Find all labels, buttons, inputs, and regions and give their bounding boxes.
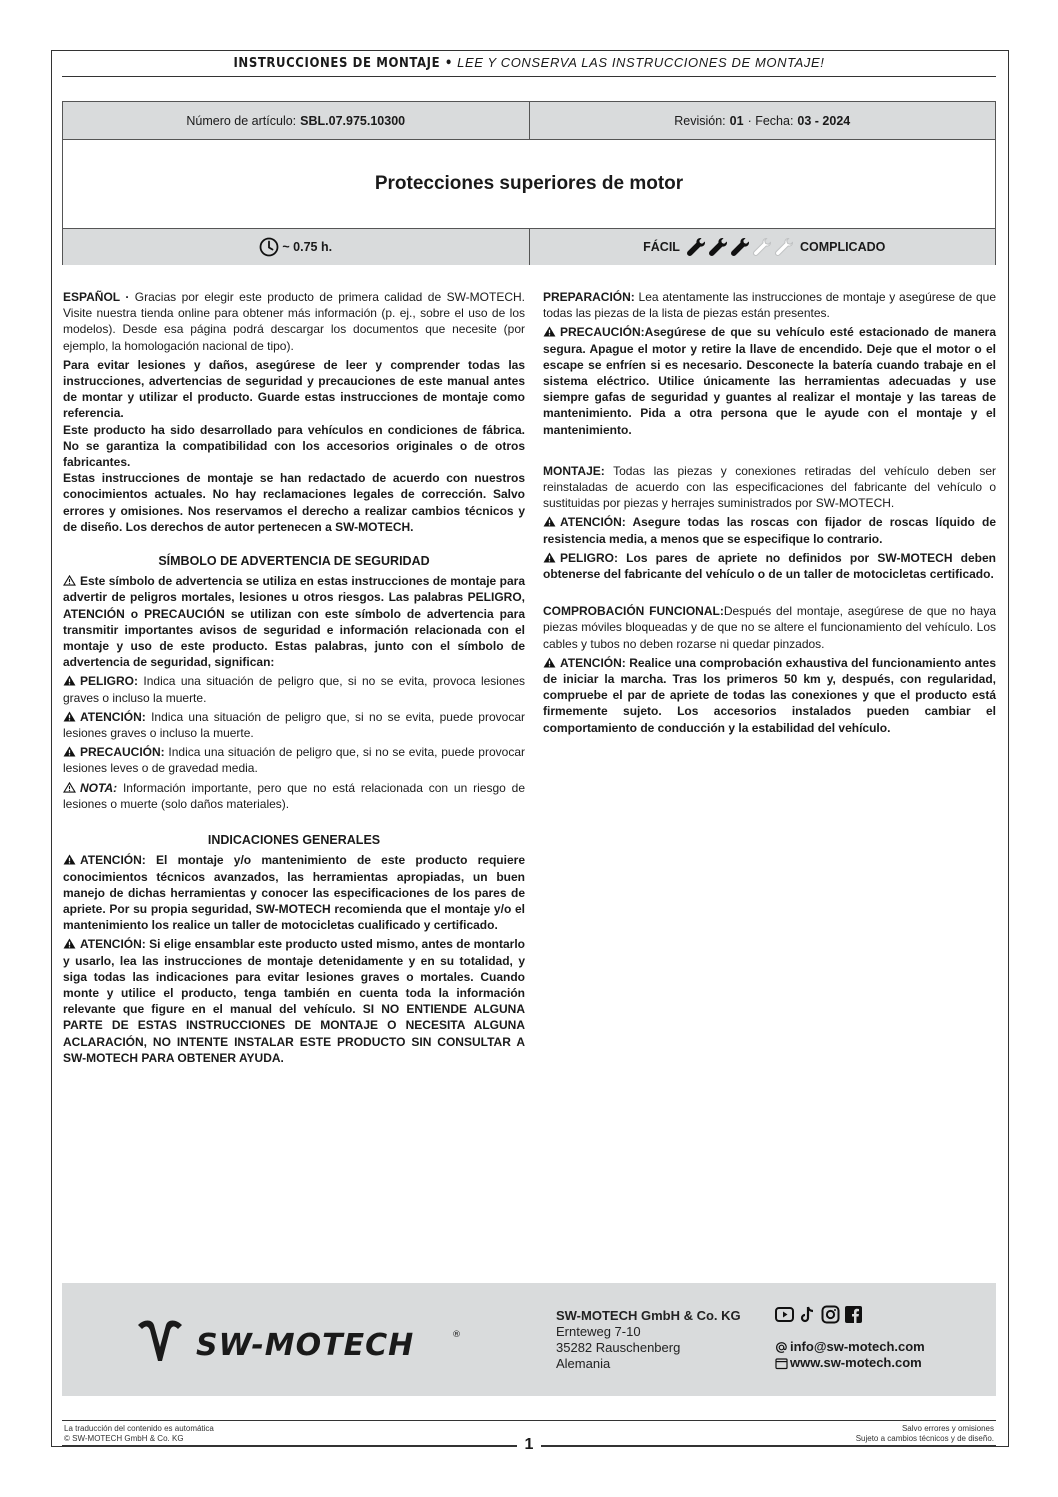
logo-text: SW-MOTECH [196, 1328, 415, 1363]
general-paragraph-2: ATENCIÓN: Si elige ensamblar este producto usted mismo, antes de montarlo y usarlo, lea las instrucciones de montaje detenidamente y en su totalidad, y siga todas las indicaciones para evitar lesiones graves o mortales. Cuando monte y utilice el producto, tenga también en cuenta toda la información relevante que figure en el manual del vehículo. SI NO ENTIENDE ALGUNA PARTE DE ESTAS INSTRUCCIONES DE MONTAJE O NECESITA ALGUNA ACLARACIÓN, NO INTENTE INSTALAR ESTE PRODUCTO SIN CONSULTAR A SW-MOTECH PARA OBTENER AYUDA. [63, 937, 525, 1065]
city: 35282 Rauschenberg [556, 1340, 681, 1355]
warning-icon [63, 746, 76, 757]
warning-icon [63, 711, 76, 722]
youtube-icon[interactable] [775, 1305, 794, 1324]
company-address [556, 1308, 741, 1372]
tiktok-icon[interactable] [798, 1305, 817, 1324]
web-link[interactable]: www.sw-motech.com [790, 1355, 922, 1370]
country: Alemania [556, 1356, 611, 1371]
caution-definition: PRECAUCIÓN: Indica una situación de peligro que, si no se evita, puede provocar lesiones leves o de gravedad media. [63, 745, 525, 776]
svg-text:®: ® [452, 1330, 461, 1340]
header-title-italic: LEE Y CONSERVA LAS INSTRUCCIONES DE MONTAJE! [457, 55, 825, 70]
difficulty-easy-label: FÁCIL [643, 240, 680, 254]
general-section-title: INDICACIONES GENERALES [207, 833, 381, 848]
page-header-title [62, 55, 996, 77]
instagram-icon[interactable] [821, 1305, 840, 1324]
compatibility-paragraph: Este producto ha sido desarrollado para vehículos en condiciones de fábrica. No se garantiza la compatibilidad con los accesorios originales o de otros fabricantes. [63, 422, 525, 470]
date-label: · Fecha: [747, 113, 794, 128]
functional-check-attention: ATENCIÓN: Realice una comprobación exhaustiva del funcionamiento antes de iniciar la marcha. Tras los primeros 50 km y, después, con regularidad, compruebe el par de apriete de todas las conexiones y que el producto está firmemente sujeto. Los accesorios instalados pueden cambiar el comportamiento de conducción y la estabilidad del vehículo. [543, 655, 996, 735]
info-table [62, 101, 996, 265]
email-row[interactable] [775, 1339, 925, 1355]
company-name: SW-MOTECH GmbH & Co. KG [556, 1308, 741, 1323]
general-paragraph-1: ATENCIÓN: El montaje y/o mantenimiento de este producto requiere conocimientos técnicos avanzados, las herramientas apropiadas, un buen manejo de dichas herramientas y conocer las especificaciones de los pares de apriete. Por su propia seguridad, SW-MOTECH recomienda que el montaje y/o el mantenimiento los realice un taller de motocicletas cualificado y certificado. [63, 853, 525, 933]
safety-section-title: SÍMBOLO DE ADVERTENCIA DE SEGURIDAD [158, 554, 430, 569]
difficulty-rating [686, 237, 794, 257]
warning-icon [543, 326, 556, 337]
company-footer [62, 1283, 996, 1396]
wrench-empty-icon [774, 237, 794, 257]
social-links [775, 1305, 863, 1324]
intro-paragraph: ESPAÑOL · Gracias por elegir este producto de primera calidad de SW-MOTECH. Visite nuestra tienda online para obtener más información (p. ej., sobre el uso de los modelos). Desde esa página podrá descargar los documentos que necesite (por ejemplo, la homologación nacional de tipo). [63, 290, 526, 353]
web-row[interactable] [775, 1355, 925, 1371]
disclaimer-paragraph: Estas instrucciones de montaje se han redactado de acuerdo con nuestros conocimientos actuales. No hay reclamaciones legales de corrección. Salvo errores y omisiones. Nos reservamos el derecho a realizar cambios técnicos y de diseño. Los derechos de autor pertenecen a SW-MOTECH. [63, 471, 525, 534]
product-title: Protecciones superiores de motor [374, 173, 684, 194]
note-definition: NOTA: Información importante, pero que no está relacionada con un riesgo de lesiones o muerte (solo daños materiales). [63, 780, 526, 811]
difficulty-cell [529, 229, 996, 265]
difficulty-hard-label: COMPLICADO [799, 240, 886, 254]
page-number: 1 [0, 1436, 1058, 1454]
danger-definition: PELIGRO: Indica una situación de peligro que, si no se evita, provoca lesiones graves o incluso la muerte. [63, 674, 525, 705]
sw-motech-logo [134, 1317, 464, 1365]
left-column [63, 289, 525, 1069]
right-column [543, 289, 996, 739]
article-cell [63, 102, 529, 139]
preparation-paragraph: PREPARACIÓN: Lea atentamente las instrucciones de montaje y asegúrese de que todas las piezas de la lista de piezas están presentes. [543, 290, 996, 321]
functional-check-paragraph: COMPROBACIÓN FUNCIONAL:Después del montaje, asegúrese de que no haya piezas móviles bloqueadas y de que no se altere el funcionamiento del vehículo. Los cables y tubos no deben rozarse ni quedar pinzados. [543, 604, 996, 651]
wrench-filled-icon [730, 237, 750, 257]
read-instructions-paragraph: Para evitar lesiones y daños, asegúrese de leer y comprender todas las instrucciones, advertencias de seguridad y precauciones de este manual antes de montar y utilizar el producto. Guarde estas instrucciones de montaje como referencia. [63, 357, 525, 421]
mounting-attention: ATENCIÓN: Asegure todas las roscas con fijador de roscas líquido de resistencia media, a menos que se especifique lo contrario. [543, 515, 996, 546]
revision-number: 01 [729, 113, 744, 128]
attention-definition: ATENCIÓN: Indica una situación de peligro que, si no se evita, puede provocar lesiones graves o incluso la muerte. [63, 709, 525, 741]
mounting-danger: PELIGRO: Los pares de apriete no definidos por SW-MOTECH deben obtenerse del fabricante del vehículo o de un taller de motocicletas certificado. [543, 550, 996, 582]
facebook-icon[interactable] [844, 1305, 863, 1324]
warning-outline-icon [63, 575, 76, 586]
email-link[interactable]: info@sw-motech.com [790, 1339, 925, 1354]
translation-note: La traducción del contenido es automática © SW-MOTECH GmbH & Co. KG [64, 1424, 214, 1443]
email-icon [775, 1341, 788, 1354]
time-cell [63, 229, 529, 265]
mounting-paragraph: MONTAJE: Todas las piezas y conexiones retiradas del vehículo deben ser reinstaladas de acuerdo con las especificaciones del fabricante del vehículo o sustituidas por piezas y herrajes suministrados por SW-MOTECH. [543, 463, 996, 511]
clock-icon [259, 237, 279, 257]
preparation-caution: PRECAUCIÓN:Asegúrese de que su vehículo esté estacionado de manera segura. Apague el motor y retire la llave de encendido. Deje que el motor o el escape se enfríen si es necesario. Desconecte la batería cuando trabaje en el sistema eléctrico. Utilice únicamente las herramientas adecuadas y use siempre gafas de seguridad y guantes al realizar el montaje y las tareas de mantenimiento. Pida a otra persona que le ayude con el montaje y el mantenimiento. [543, 325, 996, 437]
date-value: 03 - 2024 [797, 113, 851, 128]
legal-note: Salvo errores y omisiones Sujeto a cambios técnicos y de diseño. [855, 1424, 994, 1443]
header-title-bold: INSTRUCCIONES DE MONTAJE • [233, 56, 453, 71]
contact-info [775, 1339, 925, 1371]
wrench-filled-icon [708, 237, 728, 257]
bottom-divider [62, 1420, 996, 1421]
warning-outline-icon [63, 782, 76, 793]
browser-icon [775, 1357, 788, 1370]
warning-icon [543, 657, 556, 668]
wrench-empty-icon [752, 237, 772, 257]
warning-icon [63, 675, 76, 686]
warning-icon [543, 516, 556, 527]
warning-icon [63, 854, 76, 865]
warning-icon [543, 552, 556, 563]
safety-paragraph: Este símbolo de advertencia se utiliza en estas instrucciones de montaje para advertir de peligros mortales, lesiones u otros riesgos. Las palabras PELIGRO, ATENCIÓN o PRECAUCIÓN se utilizan con este símbolo de advertencia para transmitir importantes avisos de seguridad e información relacionada con el montaje y uso de este producto. Estas palabras, junto con el símbolo de advertencia de seguridad, significan: [63, 574, 525, 670]
time-value: ~ 0.75 h. [282, 240, 333, 254]
revision-cell [529, 102, 996, 139]
street: Ernteweg 7-10 [556, 1324, 641, 1339]
revision-label: Revisión: [674, 113, 726, 128]
warning-icon [63, 938, 76, 949]
article-number: SBL.07.975.10300 [300, 113, 406, 128]
wrench-filled-icon [686, 237, 706, 257]
article-label: Número de artículo: [186, 113, 297, 128]
